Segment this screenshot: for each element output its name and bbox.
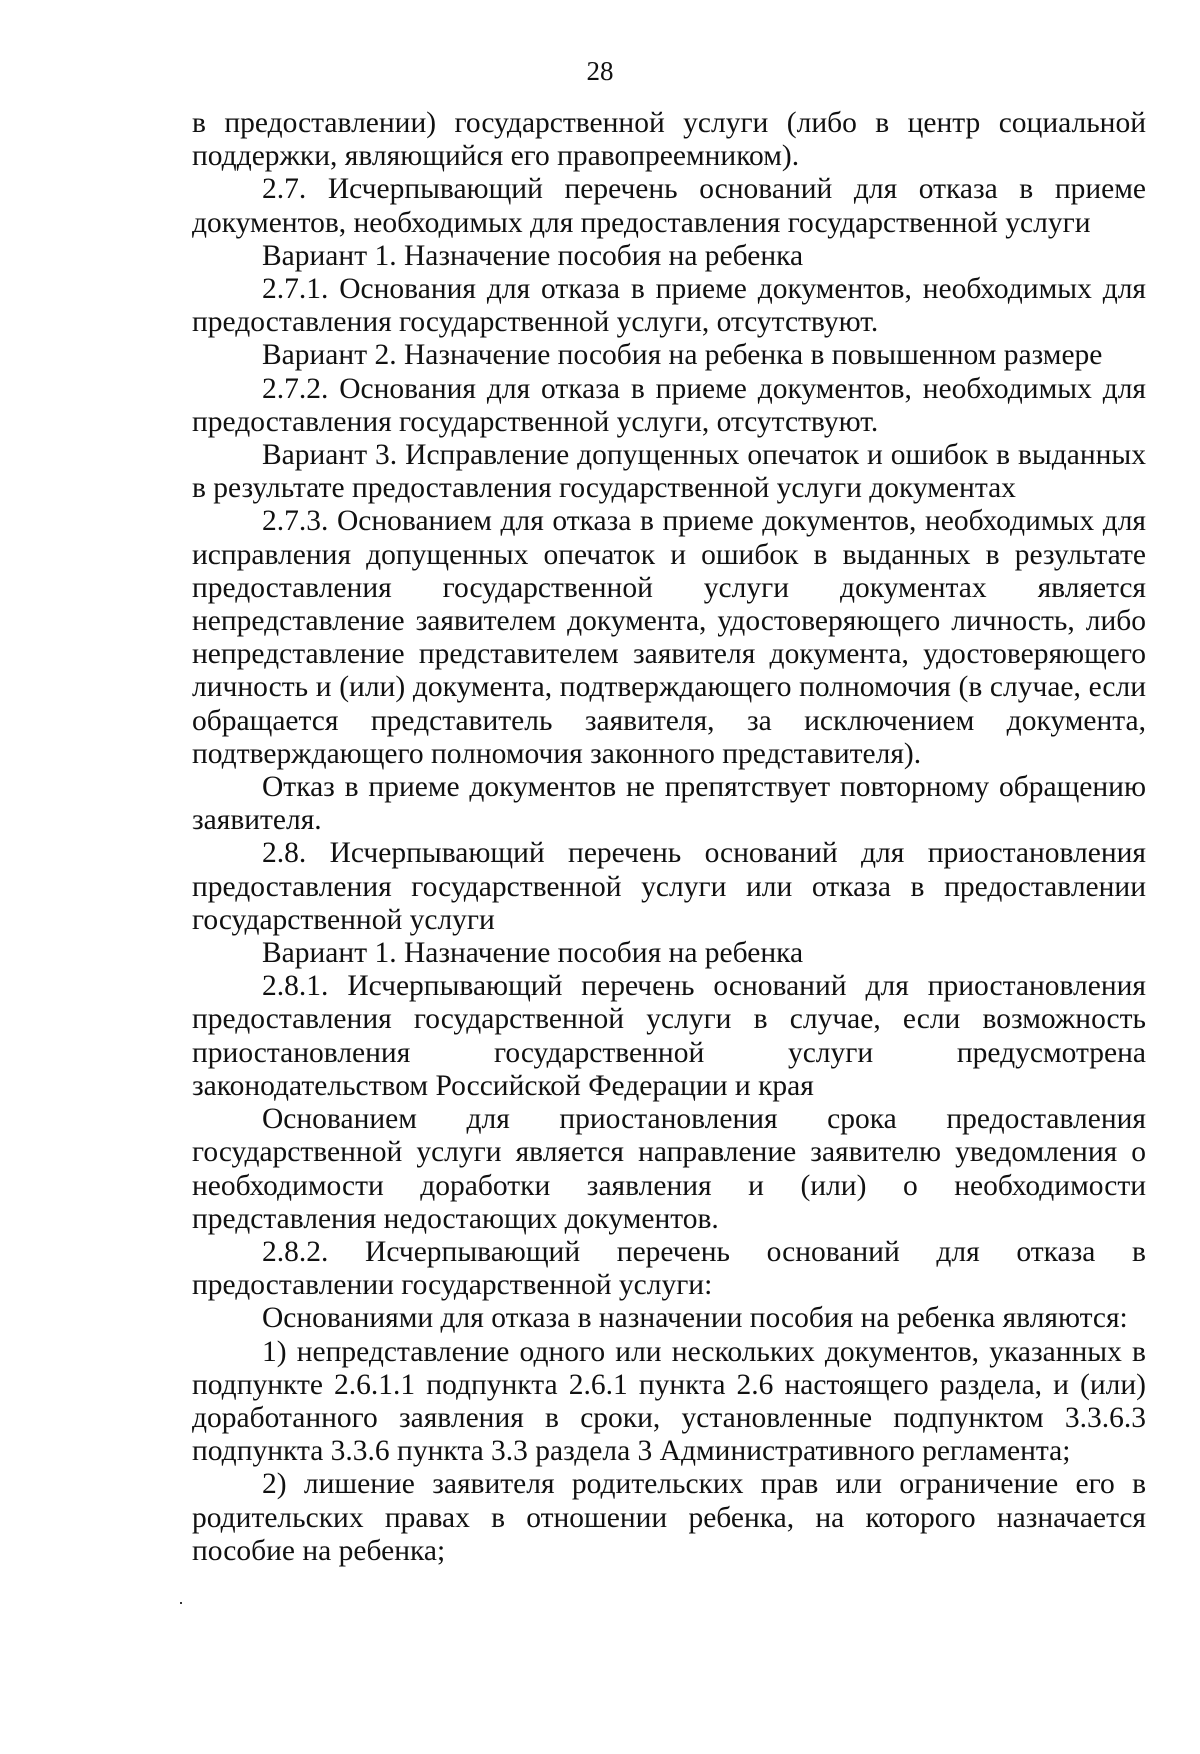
scan-speck bbox=[180, 1602, 182, 1604]
section-heading-2-8: 2.8. Исчерпывающий перечень оснований для приостановления предоставления государственной услуги или отказа в предоставлении государственной услуги bbox=[192, 837, 1146, 936]
variant-heading: Вариант 3. Исправление допущенных опечаток и ошибок в выданных в результате предоставления государственной услуги документах bbox=[192, 439, 1146, 505]
paragraph: в предоставлении) государственной услуги (либо в центр социальной поддержки, являющийся его правопреемником). bbox=[192, 107, 1146, 173]
variant-heading: Вариант 1. Назначение пособия на ребенка bbox=[262, 239, 804, 272]
paragraph: Основанием для приостановления срока предоставления государственной услуги является направление заявителю уведомления о необходимости доработки заявления и (или) о необходимости представления недостающих документов. bbox=[192, 1103, 1146, 1235]
variant-heading: Вариант 2. Назначение пособия на ребенка в повышенном размере bbox=[262, 339, 1103, 372]
paragraph: 2.8.2. Исчерпывающий перечень оснований для отказа в предоставлении государственной услуги: bbox=[192, 1235, 1146, 1302]
document-body bbox=[192, 107, 1146, 1568]
page-number: 28 bbox=[586, 56, 614, 86]
paragraph: 2.7.1. Основания для отказа в приеме документов, необходимых для предоставления государственной услуги, отсутствуют. bbox=[192, 273, 1146, 339]
paragraph: 2.8.1. Исчерпывающий перечень оснований для приостановления предоставления государственной услуги в случае, если возможность приостановления государственной услуги предусмотрена законодательством Российской Федерации и края bbox=[192, 970, 1146, 1102]
paragraph: Основаниями для отказа в назначении пособия на ребенка являются: bbox=[262, 1302, 1128, 1335]
paragraph: 2.7.3. Основанием для отказа в приеме документов, необходимых для исправления допущенных опечаток и ошибок в выданных в результате предоставления государственной услуги документах является непредставление заявителем документа, удостоверяющего личность, либо непредставление представителем заявителя документа, удостоверяющего личность и (или) документа, подтверждающего полномочия (в случае, если обращается представитель заявителя, за исключением документа, подтверждающего полномочия законного представителя). bbox=[192, 505, 1146, 770]
list-item: 1) непредставление одного или нескольких документов, указанных в подпункте 2.6.1.1 подпункта 2.6.1 пункта 2.6 настоящего раздела, и (или) доработанного заявления в сроки, установленные подпунктом 3.3.6.3 подпункта 3.3.6 пункта 3.3 раздела 3 Административного регламента; bbox=[192, 1335, 1146, 1468]
section-heading-2-7: 2.7. Исчерпывающий перечень оснований для отказа в приеме документов, необходимых для предоставления государственной услуги bbox=[192, 173, 1146, 239]
variant-heading: Вариант 1. Назначение пособия на ребенка bbox=[262, 937, 804, 970]
paragraph: 2.7.2. Основания для отказа в приеме документов, необходимых для предоставления государственной услуги, отсутствуют. bbox=[192, 372, 1146, 438]
list-item: 2) лишение заявителя родительских прав или ограничение его в родительских правах в отношении ребенка, на которого назначается пособие на ребенка; bbox=[192, 1468, 1146, 1567]
paragraph: Отказ в приеме документов не препятствует повторному обращению заявителя. bbox=[192, 771, 1146, 837]
